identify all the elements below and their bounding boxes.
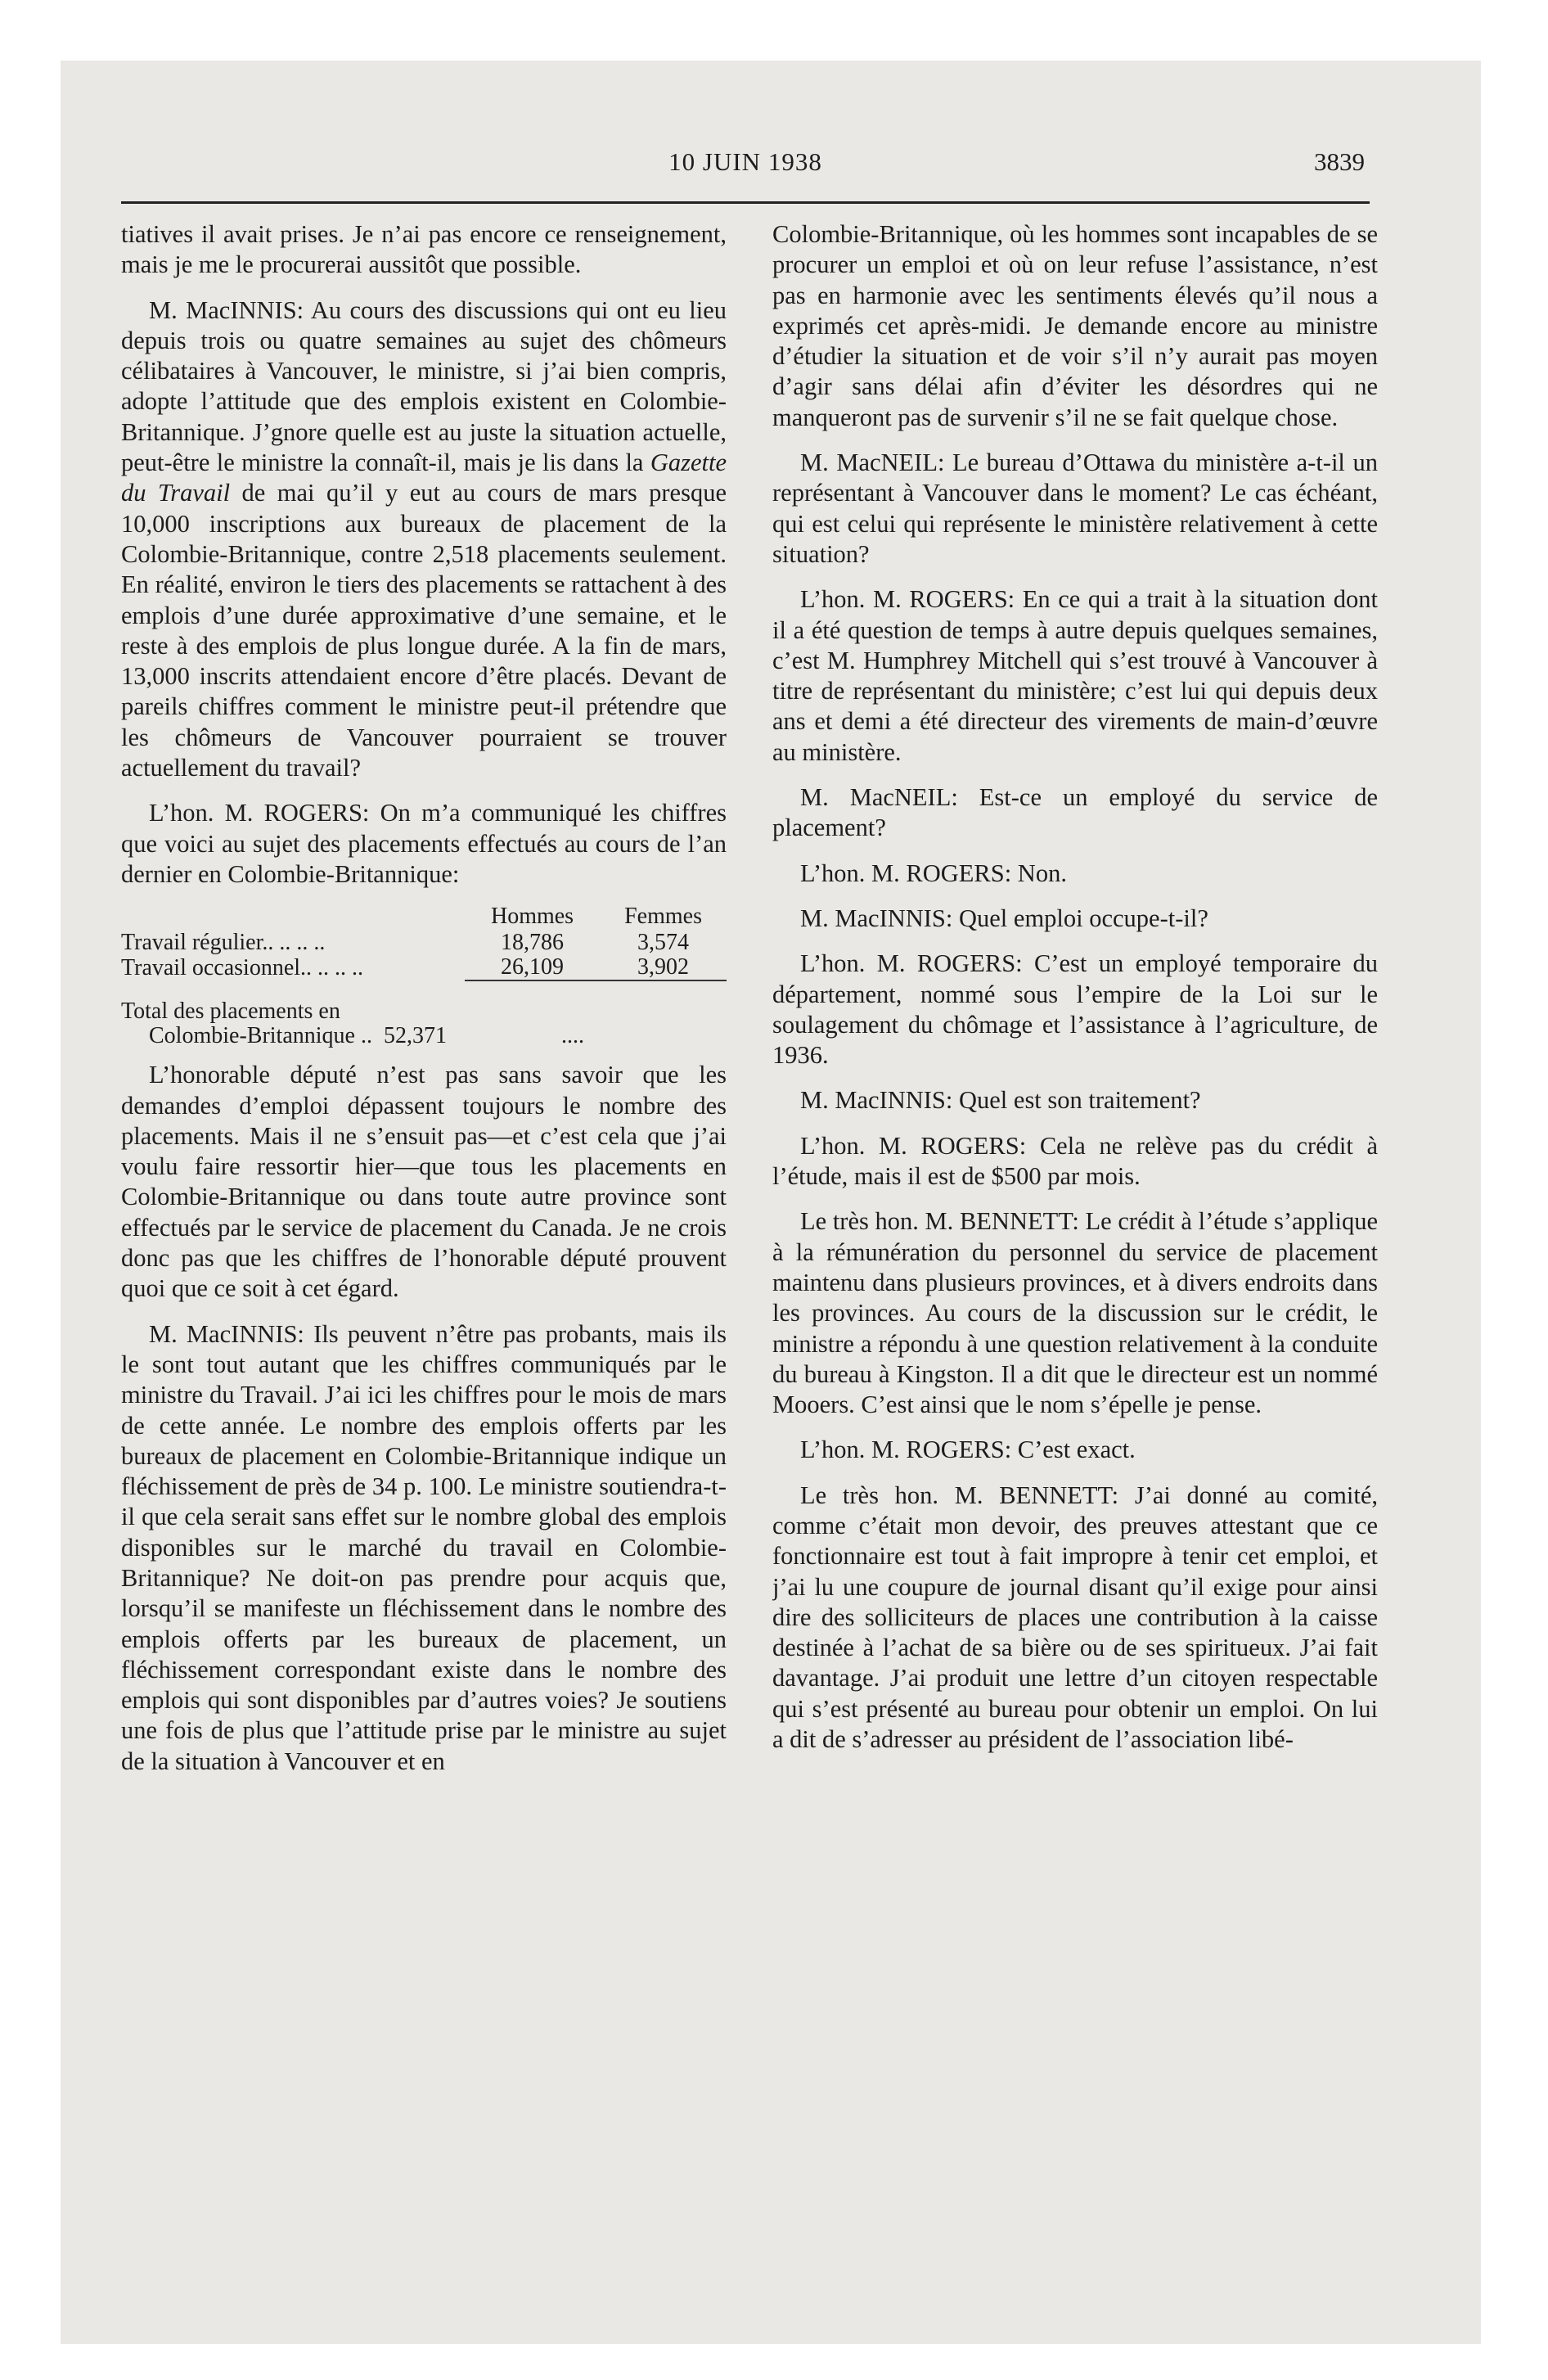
total-placements	[121, 999, 727, 1048]
paragraph-macinnis-1	[121, 295, 727, 784]
text-span: M. MacINNIS: Au cours des discussions qui ont eu lieu depuis trois ou quatre semaines au sujet des chômeurs célibataires à Vancouver, le ministre, si j’ai bien compris, adopte l’attitude que des emplois existent en Colombie-Britannique. J’gnore quelle est au juste la situation actuelle, peut-être le ministre la connaît-il, mais je lis dans la	[121, 295, 727, 477]
paragraph-continued: Colombie-Britannique, où les hommes sont incapables de se procurer un emploi et où on leur refuse l’assistance, n’est pas en harmonie avec les sentiments élevés qu’il nous a exprimés cet après-midi. Je demande encore au ministre d’étudier la situation et de voir s’il n’y aurait pas moyen d’agir sans délai afin d’éviter les désordres qui ne manqueront pas de survenir s’il ne se fait quelque chose.	[772, 220, 1378, 431]
page-number: 3839	[1314, 147, 1365, 176]
paragraph-rogers-2: L’honorable député n’est pas sans savoir que les demandes d’emploi dépassent toujours le nombre des placements. Mais il ne s’ensuit pas—et c’est cela que j’ai voulu faire ressortir hier—que tous les placements en Colombie-Britannique ou dans toute autre province sont effectués par le service de placement du Canada. Je ne crois donc pas que les chiffres de l’honorable député prouvent quoi que ce soit à cet égard.	[121, 1061, 727, 1303]
paragraph-rogers-5: L’hon. M. ROGERS: C’est un employé temporaire du département, nommé sous l’empire de la Loi sur le soulagement du chômage et l’assistance à l’agriculture, de 1936.	[772, 949, 1378, 1070]
paragraph-rogers-4: L’hon. M. ROGERS: Non.	[800, 859, 1067, 887]
left-column	[121, 219, 727, 2134]
paragraph-bennett-1: Le très hon. M. BENNETT: Le crédit à l’étude s’applique à la rémunération du personnel du service de placement maintenu dans plusieurs provinces, et à divers endroits dans les provinces. Au cours de la discussion sur le crédit, le ministre a répondu à une question relativement à la conduite du bureau à Kingston. Il a dit que le directeur est un nommé Mooers. C’est ainsi que le nom s’épelle je pense.	[772, 1207, 1378, 1419]
table-row	[121, 955, 727, 980]
row-label: Travail régulier.. .. .. ..	[121, 930, 326, 956]
paragraph-continued: tiatives il avait prises. Je n’ai pas encore ce renseignement, mais je me le procurerai aussitôt que possible.	[121, 220, 727, 279]
column-header-men: Hommes	[490, 904, 574, 930]
page-header	[121, 144, 1370, 185]
value-women: 3,902	[600, 955, 727, 980]
paragraph-macneil-2: M. MacNEIL: Est-ce un employé du service de placement?	[772, 783, 1378, 842]
paragraph-rogers-6: L’hon. M. ROGERS: Cela ne relève pas du crédit à l’étude, mais il est de $500 par mois.	[772, 1131, 1378, 1191]
page-date: 10 JUIN 1938	[668, 147, 822, 176]
paragraph-macinnis-4: M. MacINNIS: Quel est son traitement?	[800, 1086, 1201, 1115]
gazette-title: Gazette du Travail	[121, 449, 727, 507]
paragraph-rogers-7: L’hon. M. ROGERS: C’est exact.	[800, 1436, 1136, 1464]
paragraph-macneil-1: M. MacNEIL: Le bureau d’Ottawa du ministère a-t-il un représentant à Vancouver dans le moment? Le cas échéant, qui est celui qui représente le ministère relativement à cette situation?	[772, 449, 1378, 568]
total-value: 52,371	[383, 1023, 447, 1049]
value-women: 3,574	[637, 930, 690, 956]
table-header-blank	[121, 904, 465, 931]
table-row	[121, 931, 727, 955]
total-label-line1: Total des placements en	[121, 998, 340, 1025]
paragraph-bennett-2: Le très hon. M. BENNETT: J’ai donné au comité, comme c’était mon devoir, des preuves attestant que ce fonctionnaire est tout à fait impropre à tenir cet emploi, et j’ai lu une coupure de journal disant qu’il exige pour ainsi dire des solliciteurs de places une contribution à la caisse destinée à l’achat de sa bière ou de ses spiritueux. J’ai fait davantage. J’ai produit une lettre d’un citoyen respectable qui s’est présenté au bureau pour obtenir un emploi. On lui a dit de s’adresser au président de l’association libé-	[772, 1481, 1378, 1754]
total-filler: ....	[560, 1023, 584, 1049]
column-header-women: Femmes	[624, 904, 702, 930]
total-line2	[121, 1024, 727, 1048]
value-men: 26,109	[465, 955, 600, 980]
value-men: 18,786	[501, 930, 565, 956]
paragraph-macinnis-2: M. MacINNIS: Ils peuvent n’être pas probants, mais ils le sont tout autant que les chiffres communiqués par le ministre du Travail. J’ai ici les chiffres pour le mois de mars de cette année. Le nombre des emplois offerts par les bureaux de placement en Colombie-Britannique indique un fléchissement de près de 34 p. 100. Le ministre soutiendra-t-il que cela serait sans effet sur le nombre global des emplois disponibles sur le marché du travail en Colombie-Britannique? Ne doit-on pas prendre pour acquis que, lorsqu’il se manifeste un fléchissement dans le nombre des emplois offerts par les bureaux de placement, un fléchissement correspondant existe dans le nombre des emplois qui sont disponibles par d’autres voies? Je soutiens une fois de plus que l’attitude prise par le ministre au sujet de la situation à Vancouver et en	[121, 1319, 727, 1775]
paragraph-macinnis-3: M. MacINNIS: Quel emploi occupe-t-il?	[800, 904, 1208, 932]
placements-table	[121, 904, 727, 981]
table-header-row	[121, 904, 727, 931]
row-label: Travail occasionnel.. .. .. ..	[121, 954, 364, 980]
text-span: de mai qu’il y eut au cours de mars presque 10,000 inscriptions aux bureaux de placement de la Colombie-Britannique, contre 2,518 placements seulement. En réalité, environ le tiers des placements se rattachent à des emplois d’une durée approximative d’une semaine, et le reste à des emplois de plus longue durée. A la fin de mars, 13,000 inscrits attendaient encore d’être placés. Devant de pareils chiffres comment le ministre peut-il prétendre que les chômeurs de Vancouver pourraient se trouver actuellement du travail?	[121, 479, 727, 782]
paragraph-rogers-3: L’hon. M. ROGERS: En ce qui a trait à la situation dont il a été question de temps à autre depuis quelques semaines, c’est M. Humphrey Mitchell qui s’est trouvé à Vancouver à titre de représentant du ministère; c’est lui qui depuis deux ans et demi a été directeur des virements de main-d’œuvre au ministère.	[772, 585, 1378, 766]
paragraph-rogers-1: L’hon. M. ROGERS: On m’a communiqué les chiffres que voici au sujet des placements effectués au cours de l’an dernier en Colombie-Britannique:	[121, 799, 727, 888]
total-label-line2: Colombie-Britannique ..	[149, 1023, 372, 1049]
right-column	[772, 219, 1378, 2134]
header-rule	[121, 201, 1370, 204]
